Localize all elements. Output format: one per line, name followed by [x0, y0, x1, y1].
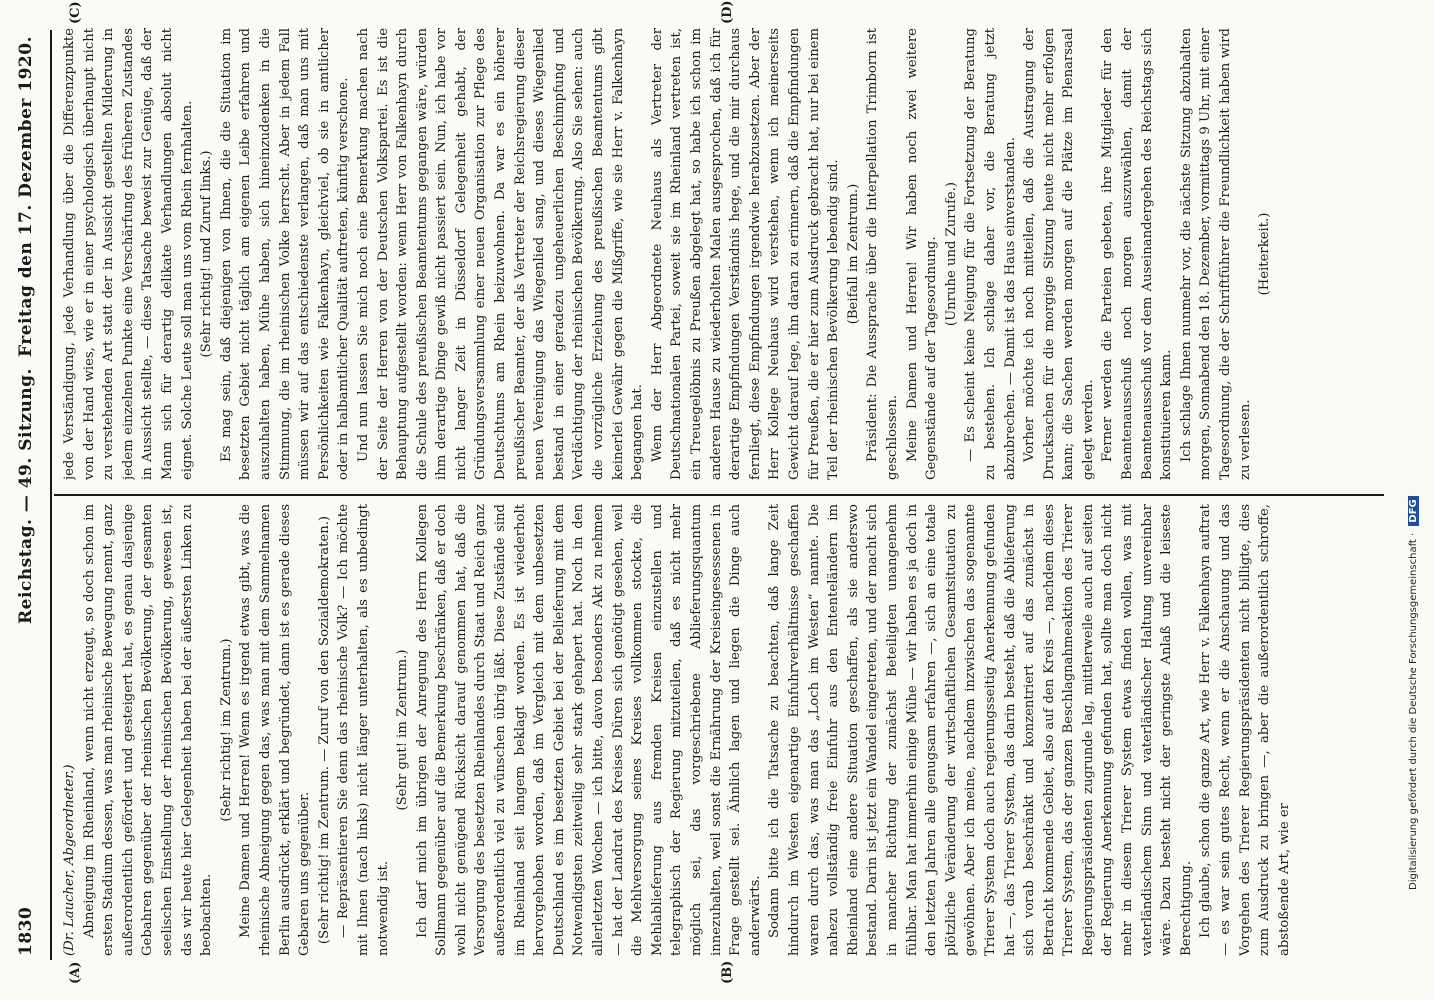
margin-letter-d: (D) [720, 0, 735, 24]
left-column [60, 504, 1370, 956]
header-rule [50, 30, 52, 960]
stage-direction: (Sehr richtig! und Zuruf links.) [199, 150, 215, 358]
margin-letter-a: (A) [68, 961, 83, 984]
session-title: Reichstag. — 49. Sitzung. [16, 368, 36, 624]
page-number: 1830 [16, 906, 36, 956]
paragraph: Ich schlage Ihnen nunmehr vor, die nächste Sitzung abzuhalten morgen, Sonnabend den 18. Dezember, vormittags 9 Uhr, mit einer Tagesordnung, die der Schriftführer die Freundlichkeit haben wird zu verlesen. [1178, 28, 1253, 480]
digitization-credit [1408, 90, 1419, 890]
paragraph: jede Verständigung, jede Verhandlung über die Differenzpunkte von der Hand wies, wie er in einer psychologisch überhaupt nicht zu verstehenden Art statt der in Aussicht gestellten Milderung in jedem einzelnen Punkte eine Verschärfung des früheren Zustandes in Aussicht stellte, — diese Tatsache beweist zur Genüge, daß der Mann sich für derartig delikate Verhandlungen absolut nicht eignet. Solche Leute soll man uns vom Rhein fernhalten. [62, 28, 195, 480]
paragraph: Wenn der Herr Abgeordnete Neuhaus als Vertreter der Deutschnationalen Partei, soweit sie im Rheinland vertreten ist, ein Treuegelöbnis zu Preußen abgelegt hat, so habe ich schon im anderen Hause zu wiederholten Malen ausgesprochen, daß ich für derartige Empfindungen Verständnis hege, und die mir durchaus fernliegt, diese Empfindungen irgendwie herabzusetzen. Aber der Herr Kollege Neuhaus wird verstehen, wenn ich meinerseits Gewicht darauf lege, ihn daran zu erinnern, daß die Empfindungen für Preußen, die er hier zum Ausdruck gebracht hat, nur bei einem Teil der rheinischen Bevölkerung lebendig sind. [649, 28, 842, 480]
paragraph: Sodann bitte ich die Tatsache zu beachten, daß lange Zeit hindurch im Westen eigenartige Einfuhrverhältnisse geschaffen waren durch das, was man das „Loch im Westen“ nannte. Die nahezu vollständig freie Einfuhr aus den Ententeländern im Rheinland eine andere Situation geschaffen, als sie anderswo bestand. Darin ist jetzt ein Wandel eingetreten, und der macht sich in mancher Richtung der zunächst Beteiligten unangenehm fühlbar. Man hat immerhin einige Mühe — wir haben es ja doch in den letzten Jahren alle genugsam erfahren —, sich an eine totale plötzliche Veränderung der wirtschaftlichen Gesamtsituation zu gewöhnen. Aber ich meine, nachdem inzwischen das sogenannte Trierer System doch auch regierungsseitig Anerkennung gefunden hat —, das Trierer System, das darin besteht, daß die Ablieferung sich vorab beschränkt und konzentriert auf das zunächst in Betracht kommende Gebiet, also auf den Kreis —, nachdem dieses Trierer System, das der ganzen Beschlagnahmeaktion des Trierer Regierungspräsidenten zugrunde lag, mittlerweile auch auf seiten der Regierung Anerkennung gefunden hat, sollte man doch nicht mehr in diesem Trierer System etwas finden wollen, was mit vaterländischem Sinn und vaterländischer Haltung unvereinbar wäre. Dazu besteht nicht der geringste Anlaß und die leiseste Berechtigung. [767, 504, 1194, 956]
right-column [60, 28, 1370, 480]
stage-direction: (Unruhe und Zurufe.) [943, 181, 959, 327]
stage-direction: (Sehr gut! im Zentrum.) [395, 649, 411, 811]
paragraph: Abneigung im Rheinland, wenn nicht erzeugt, so doch schon im ersten Stadium dessen, was man rheinische Bewegung nennt, ganz außerordentlich gefördert und gesteigert hat, es genau dasjenige Gebahren gegenüber der rheinischen Bevölkerung, der gesamten seelischen Einstellung der rheinischen Bevölkerung, gewesen ist, das wir heute hier Gelegenheit haben bei der äußersten Linken zu beobachten. [81, 504, 215, 956]
stage-direction: (Beifall im Zentrum.) [845, 183, 861, 325]
page-header [8, 36, 48, 956]
paragraph: — Repräsentieren Sie denn das rheinische Volk? — Ich möchte mit Ihnen (nach links) nicht länger unterhalten, als es unbedingt notwendig ist. [336, 504, 391, 956]
paragraph: Ich darf mich im übrigen der Anregung des Herrn Kollegen Sollmann gegenüber auf die Bemerkung beschränken, daß er doch wohl nicht genügend Rücksicht darauf genommen hat, daß die Versorgung des besetzten Rheinlandes durch Staat und Reich ganz außerordentlich viel zu wünschen übrig läßt. Diese Zustände sind im Rheinland seit langem beklagt worden. Es ist wiederholt hervorgehoben worden, daß im Vergleich mit dem unbesetzten Deutschland es im besetzten Gebiet bei der Belieferung mit dem Notwendigsten zeitweilig sehr stark gehapert hat. Noch in den allerletzten Wochen — ich bitte, davon besonders Akt zu nehmen — hat der Landrat des Kreises Düren sich genötigt gesehen, weil die Mehlversorgung seines Kreises vollkommen stockte, die Mehlablieferung aus fremden Kreisen einzustellen und telegraphisch der Regierung mitzuteilen, daß es nicht mehr möglich sei, das vorgeschriebene Ablieferungsquantum innezuhalten, weil sonst die Ernährung der Kreiseingesessenen in Frage gestellt sei. Ähnlich lagen und liegen die Dinge auch anderwärts. [414, 504, 763, 956]
margin-letter-b: (B) [720, 960, 735, 984]
margin-letter-c: (C) [68, 1, 83, 24]
stage-direction: (Heiterkeit.) [1257, 212, 1273, 296]
paragraph: Ich glaube, schon die ganze Art, wie Herr v. Falkenhayn auftrat — es war sein gutes Recht, wenn er die Anschauung und das Vorgehen des Trierer Regierungspräsidenten nicht billigte, dies zum Ausdruck zu bringen —, aber die außerordentlich schroffe, abstoßende Art, wie er [1198, 504, 1292, 956]
paragraph: Und nun lassen Sie mich noch eine Bemerkung machen nach der Seite der Herren von der Deutschen Volkspartei. Es ist die Behauptung aufgestellt worden: wenn Herr von Falkenhayn durch die Schule des preußischen Beamtentums gegangen wäre, würden ihm derartige Dinge gewiß nicht passiert sein. Nun, ich habe vor nicht langer Zeit in Düsseldorf Gelegenheit gehabt, der Gründungsversammlung einer neuen Organisation zur Pflege des Deutschtums am Rhein beizuwohnen. Da war es ein höherer preußischer Beamter, der als Vertreter der Reichsregierung dieser neuen Vereinigung das Wiegenlied sang, und dieses Wiegenlied bestand in einer geradezu ungeheuerlichen Beschimpfung und Verdächtigung der rheinischen Bevölkerung. Also Sie sehen: auch die vorzügliche Erziehung des preußischen Beamtentums gibt keinerlei Gewähr gegen die Mißgriffe, wie sie Herr v. Falkenhayn begangen hat. [355, 28, 646, 480]
paragraph: Meine Damen und Herren! Wenn es irgend etwas gibt, was die rheinische Abneigung gegen das, was man mit dem Sammelnamen Berlin ausdrückt, erklärt und begründet, dann ist es gerade dieses Gebaren uns gegenüber. [238, 504, 313, 956]
paragraph: Präsident: Die Aussprache über die Interpellation Trimborn ist geschlossen. [865, 28, 900, 480]
paragraph: Vorher möchte ich noch mitteilen, daß die Austragung der Drucksachen für die morgige Sitzung heute nicht mehr erfolgen kann; die Sachen werden morgen auf die Plätze im Plenarsaal gelegt werden. [1022, 28, 1096, 480]
speaker-label: (Dr. Laucher, Abgeordneter.) [62, 764, 77, 956]
paragraph: — Es scheint keine Neigung für die Fortsetzung der Beratung zu bestehen. Ich schlage daher vor, die Beratung jetzt abzubrechen. — Damit ist das Haus einverstanden. [963, 28, 1018, 480]
stage-direction: (Sehr richtig! im Zentrum. — Zuruf von den Sozialdemokraten.) [316, 515, 332, 945]
paragraph: Es mag sein, daß diejenigen von Ihnen, die die Situation im besetzten Gebiet nicht täglich am eigenen Leibe erfahren und auszuhalten haben, Mühe haben, sich hineinzudenken in die Stimmung, die im rheinischen Volke herrscht. Aber in jedem Fall müssen wir auf das entschiedenste verlangen, daß man uns mit Persönlichkeiten wie Falkenhayn, gleichviel, ob sie in amtlicher oder in halbamtlicher Qualität auftreten, künftig verschone. [218, 28, 352, 480]
dfg-logo: DFG [1408, 496, 1419, 525]
stage-direction: (Sehr richtig! im Zentrum.) [218, 638, 234, 822]
paragraph: Meine Damen und Herren! Wir haben noch zwei weitere Gegenstände auf der Tagesordnung. [904, 28, 940, 480]
paragraph: Ferner werden die Parteien gebeten, ihre Mitglieder für den Beamtenausschuß noch morgen auszuwählen, damit der Beamtenausschuß vor dem Auseinandergehen des Reichstags sich konstituieren kann. [1100, 28, 1175, 480]
session-date: Freitag den 17. Dezember 1920. [16, 36, 36, 357]
credit-text: Digitalisierung gefördert durch die Deutsche Forschungsgemeinschaft · [1408, 532, 1419, 890]
column-separator [54, 494, 1384, 496]
